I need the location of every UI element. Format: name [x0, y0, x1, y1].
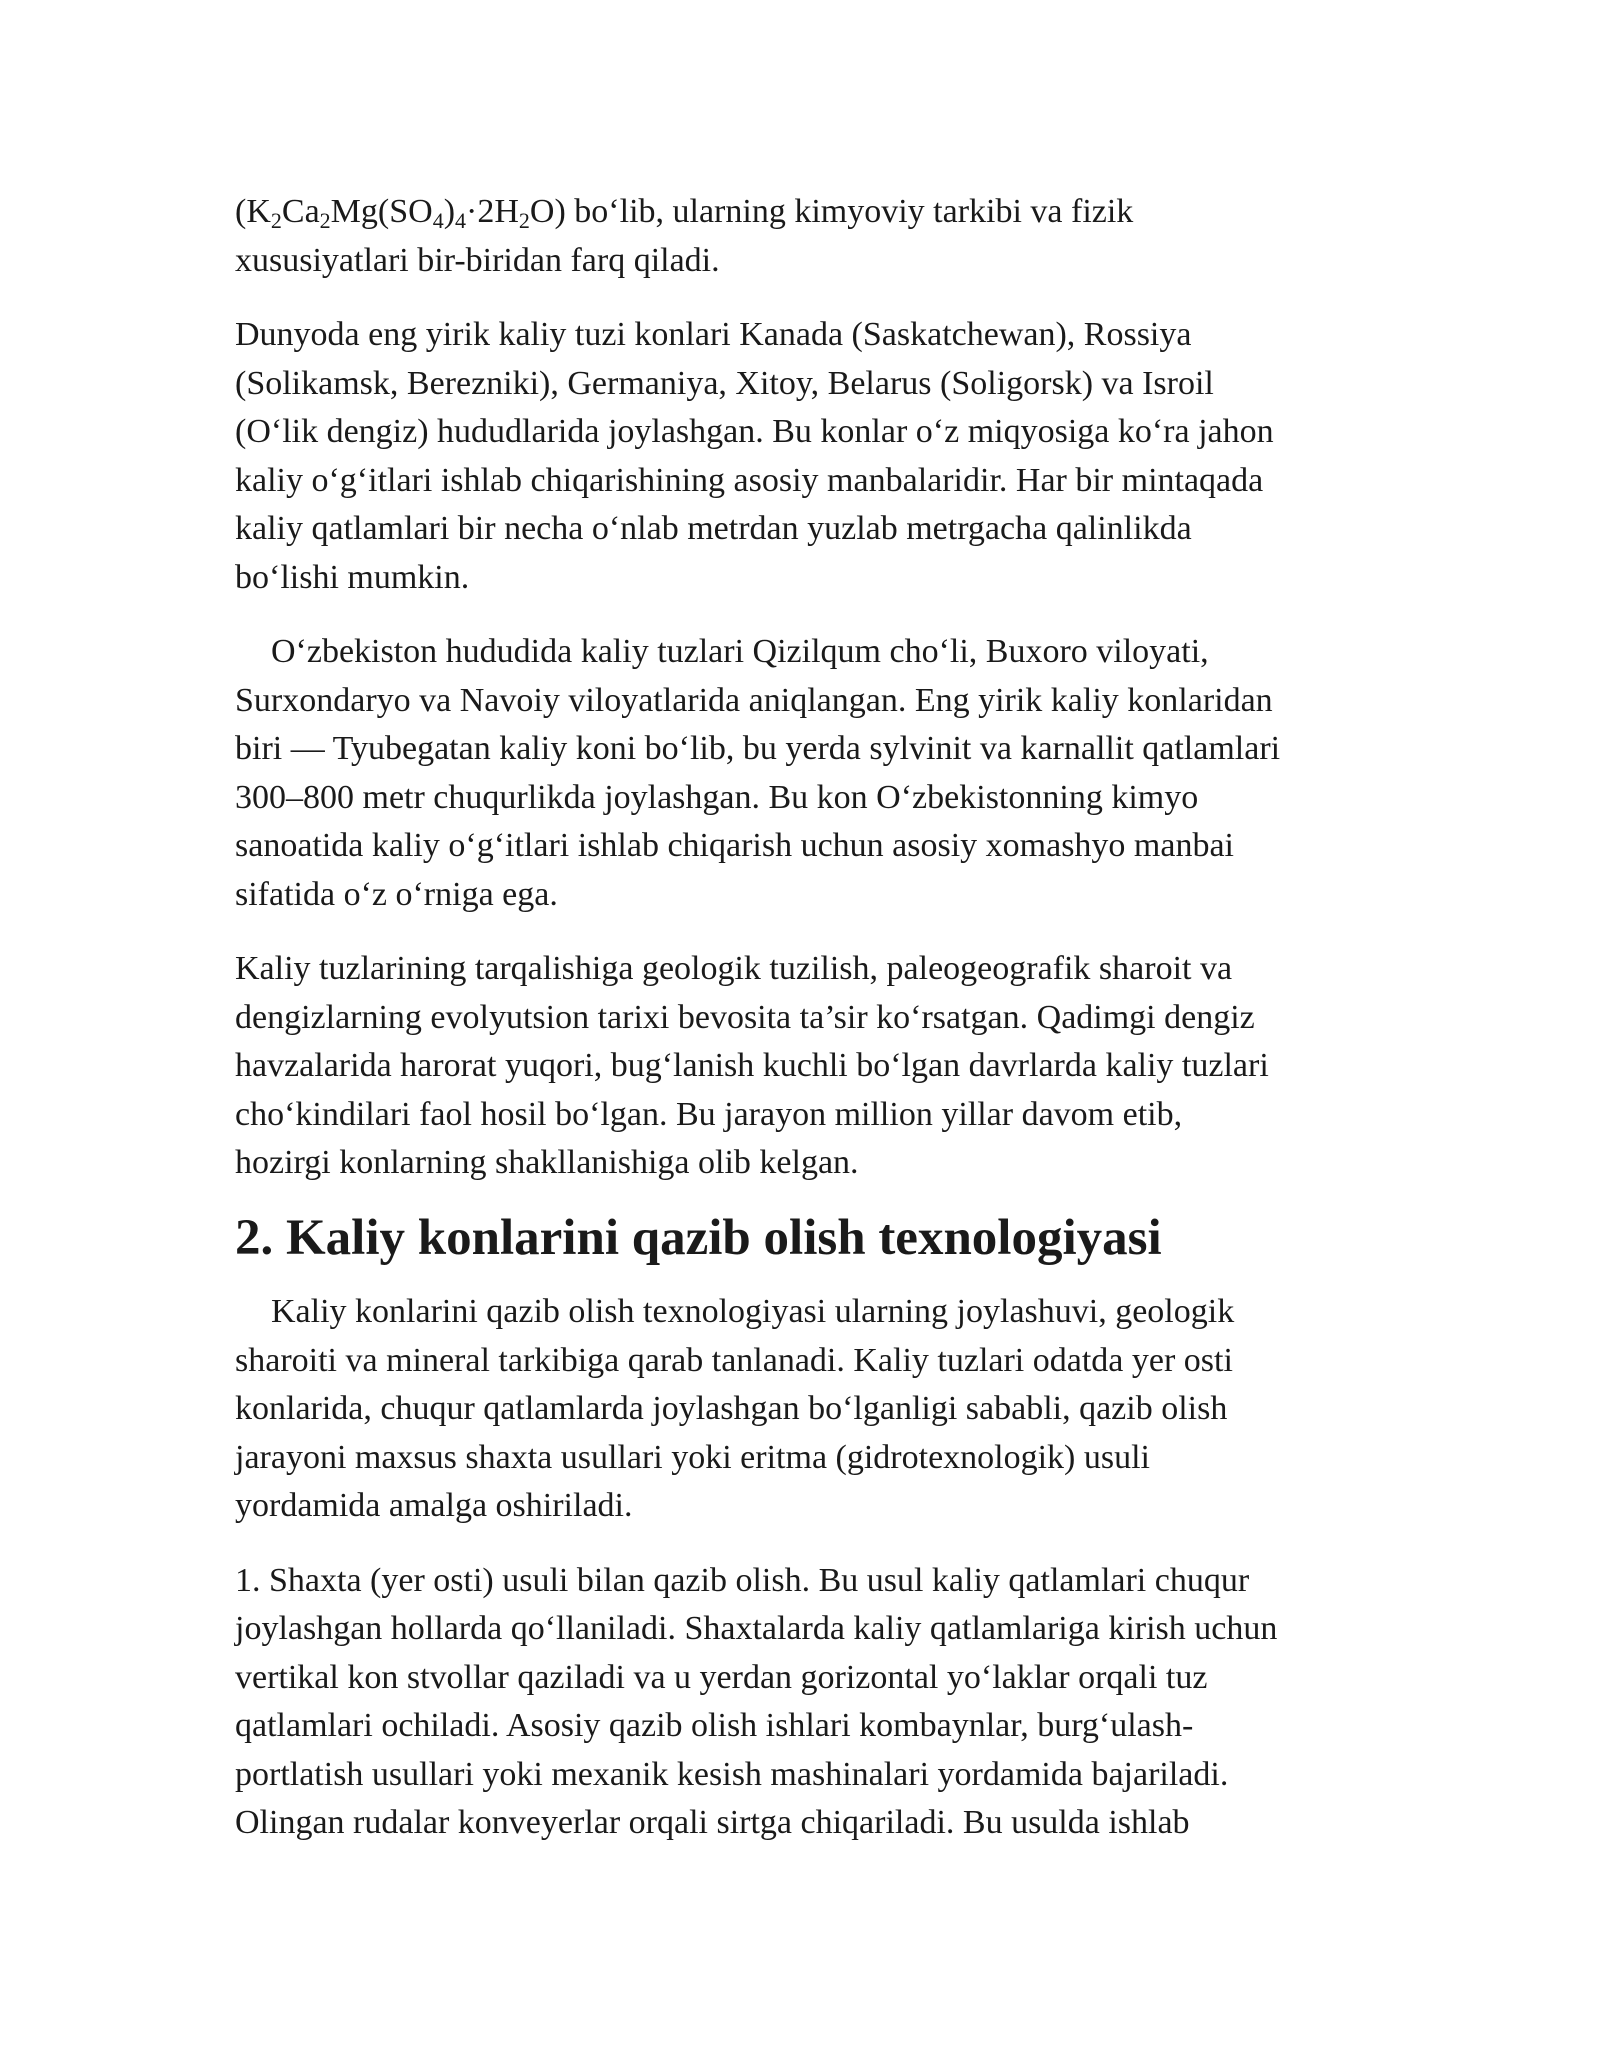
text-line: yordamida amalga oshiriladi. [235, 1487, 633, 1524]
text-line: Olingan rudalar konveyerlar orqali sirtga chiqariladi. Bu usulda ishlab [235, 1804, 1190, 1841]
paragraph-distribution-factors [235, 945, 1375, 1188]
text-line: 1. Shaxta (yer osti) usuli bilan qazib olish. Bu usul kaliy qatlamlari chuqur [235, 1561, 1250, 1599]
text-line: Dunyoda eng yirik kaliy tuzi konlari Kanada (Saskatchewan), Rossiya [235, 316, 1192, 353]
text-line: kaliy qatlamlari bir necha o‘nlab metrdan yuzlab metrgacha qalinlikda [235, 510, 1192, 547]
text-line: konlarida, chuqur qatlamlarda joylashgan bo‘lganligi sababli, qazib olish [235, 1390, 1228, 1427]
paragraph-formula-continuation [235, 188, 1375, 285]
text-line: sifatida o‘z o‘rniga ega. [235, 875, 558, 913]
paragraph-uzbekistan-deposits [235, 628, 1375, 919]
text-line: portlatish usullari yoki mexanik kesish mashinalari yordamida bajariladi. [235, 1755, 1229, 1793]
text-line: qatlamlari ochiladi. Asosiy qazib olish ishlari kombaynlar, burg‘ulash- [235, 1707, 1194, 1744]
section-heading: 2. Kaliy konlarini qazib olish texnologiyasi [235, 1209, 1162, 1266]
text-line: vertikal kon stvollar qaziladi va u yerdan gorizontal yo‘laklar orqali tuz [235, 1658, 1208, 1696]
text-line: sharoiti va mineral tarkibiga qarab tanlanadi. Kaliy tuzlari odatda yer osti [235, 1341, 1233, 1379]
paragraph-shaft-method [235, 1557, 1375, 1848]
text-line: havzalarida harorat yuqori, bug‘lanish kuchli bo‘lgan davrlarda kaliy tuzlari [235, 1047, 1269, 1084]
paragraph-world-deposits [235, 311, 1375, 602]
text-line: $(K_2Ca_2Mg(SO_4)_4\cdot 2H_2O)$ bo‘lib, ularning kimyoviy tarkibi va fizik [235, 193, 1134, 233]
text-line: (O‘lik dengiz) hududlarida joylashgan. Bu konlar o‘z miqyosiga ko‘ra jahon [235, 413, 1274, 450]
text-line: biri — Tyubegatan kaliy koni bo‘lib, bu yerda sylvinit va karnallit qatlamlari [235, 730, 1281, 767]
text-line: joylashgan hollarda qo‘llaniladi. Shaxtalarda kaliy qatlamlariga kirish uchun [235, 1610, 1278, 1647]
text-line: kaliy o‘g‘itlari ishlab chiqarishining asosiy manbalaridir. Har bir mintaqada [235, 461, 1264, 499]
text-line: Kaliy konlarini qazib olish texnologiyasi ularning joylashuvi, geologik [271, 1293, 1235, 1330]
text-line: xususiyatlari bir-biridan farq qiladi. [235, 241, 720, 279]
text-line: Surxondaryo va Navoiy viloyatlarida aniqlangan. Eng yirik kaliy konlaridan [235, 681, 1273, 719]
document-body [235, 188, 1375, 1874]
text-line: (Solikamsk, Berezniki), Germaniya, Xitoy, Belarus (Soligorsk) va Isroil [235, 364, 1214, 402]
paragraph-technology-intro [235, 1288, 1375, 1531]
text-line: jarayoni maxsus shaxta usullari yoki eritma (gidrotexnologik) usuli [235, 1438, 1150, 1476]
text-line: cho‘kindilari faol hosil bo‘lgan. Bu jarayon million yillar davom etib, [235, 1095, 1183, 1133]
text-line: 300–800 metr chuqurlikda joylashgan. Bu kon O‘zbekistonning kimyo [235, 778, 1199, 816]
text-line: hozirgi konlarning shakllanishiga olib kelgan. [235, 1144, 859, 1181]
text-line: O‘zbekiston hududida kaliy tuzlari Qizilqum cho‘li, Buxoro viloyati, [271, 633, 1209, 670]
text-line: sanoatida kaliy o‘g‘itlari ishlab chiqarish uchun asosiy xomashyo manbai [235, 827, 1234, 864]
text-line: Kaliy tuzlarining tarqalishiga geologik tuzilish, paleogeografik sharoit va [235, 950, 1233, 987]
text-line: dengizlarning evolyutsion tarixi bevosita ta’sir ko‘rsatgan. Qadimgi dengiz [235, 998, 1255, 1036]
text-line: bo‘lishi mumkin. [235, 558, 470, 596]
